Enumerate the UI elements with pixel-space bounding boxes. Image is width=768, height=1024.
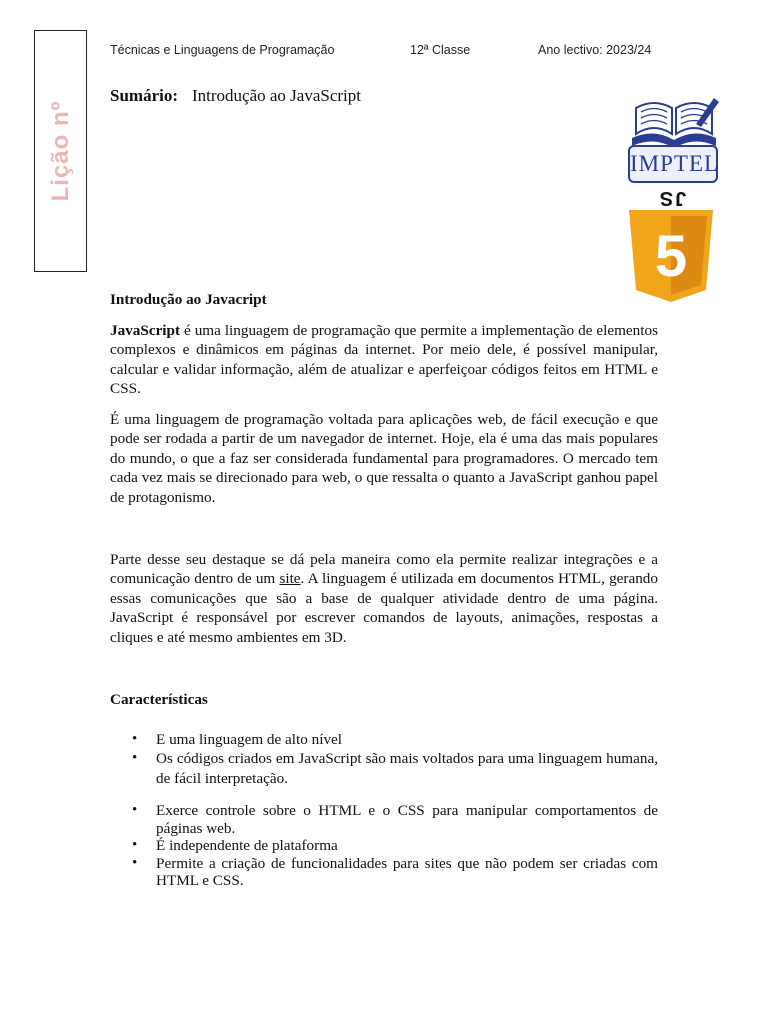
p1-text: é uma linguagem de programação que permite a implementação de elementos complexos e dinâmicos em páginas da internet. Por meio dele, é possível manipular, calcular e validar informação, além de atualizar e aperfeiçoar códigos feitos em HTML e CSS. bbox=[110, 322, 658, 398]
features-bullets-b bbox=[110, 802, 658, 890]
list-item: • E uma linguagem de alto nível bbox=[110, 730, 658, 749]
summary-line bbox=[110, 86, 361, 106]
summary-label: Sumário: bbox=[110, 86, 178, 105]
intro-paragraph-3 bbox=[110, 550, 658, 647]
school-logo-wordmark: IMPTEL bbox=[628, 145, 718, 183]
js-label: JS bbox=[657, 187, 687, 209]
school-year: Ano lectivo: 2023/24 bbox=[538, 43, 652, 57]
class-level: 12ª Classe bbox=[410, 43, 471, 57]
p1-keyword: JavaScript bbox=[110, 322, 181, 339]
intro-heading-block bbox=[110, 290, 658, 309]
course-name: Técnicas e Linguagens de Programação bbox=[110, 43, 335, 57]
intro-paragraph-1 bbox=[110, 321, 658, 399]
summary-value: Introdução ao JavaScript bbox=[192, 86, 361, 105]
list-item: • É independente de plataforma bbox=[110, 837, 658, 855]
list-item: • Exerce controle sobre o HTML e o CSS para manipular comportamentos de páginas web. bbox=[110, 802, 658, 837]
p3-text-a: Parte desse seu destaque se dá pela maneira como ela permite realizar integrações e a comunicação dentro de um bbox=[110, 551, 658, 588]
list-item: • Os códigos criados em JavaScript são mais voltados para uma linguagem humana, de fácil interpretação. bbox=[110, 749, 658, 788]
document-header bbox=[110, 43, 670, 61]
js-shield-icon bbox=[626, 210, 716, 302]
lesson-number-box bbox=[34, 30, 87, 272]
shield-digit: 5 bbox=[654, 224, 688, 289]
site-link[interactable]: site bbox=[279, 570, 301, 588]
lesson-label: Lição nº bbox=[46, 100, 74, 202]
features-heading: Características bbox=[110, 691, 208, 708]
p3-text-b: . A linguagem é utilizada em documentos HTML, gerando essas comunicações que são a base de qualquer atividade dentro de uma página. JavaScript é responsável por escrever comandos de layouts, animações, respostas a cliques e até mesmo ambientes em 3D. bbox=[110, 570, 658, 646]
intro-heading: Introdução ao Javacript bbox=[110, 291, 267, 308]
features-list-a bbox=[110, 730, 658, 788]
intro-paragraph-2 bbox=[110, 410, 658, 507]
list-item: • Permite a criação de funcionalidades para sites que não podem ser criadas com HTML e CSS. bbox=[110, 855, 658, 890]
features-heading-block bbox=[110, 690, 658, 709]
features-bullets-a bbox=[110, 730, 658, 788]
p2-text: É uma linguagem de programação voltada para aplicações web, de fácil execução e que pode ser rodada a partir de um navegador de internet. Hoje, ela é uma das mais populares do mundo, o que a faz ser considerada fundamental para programadores. O mercado tem cada vez mais se direcionado para web, o que ressalta o quanto a JavaScript ganhou papel de protagonismo. bbox=[110, 411, 658, 506]
features-list-b bbox=[110, 802, 658, 890]
